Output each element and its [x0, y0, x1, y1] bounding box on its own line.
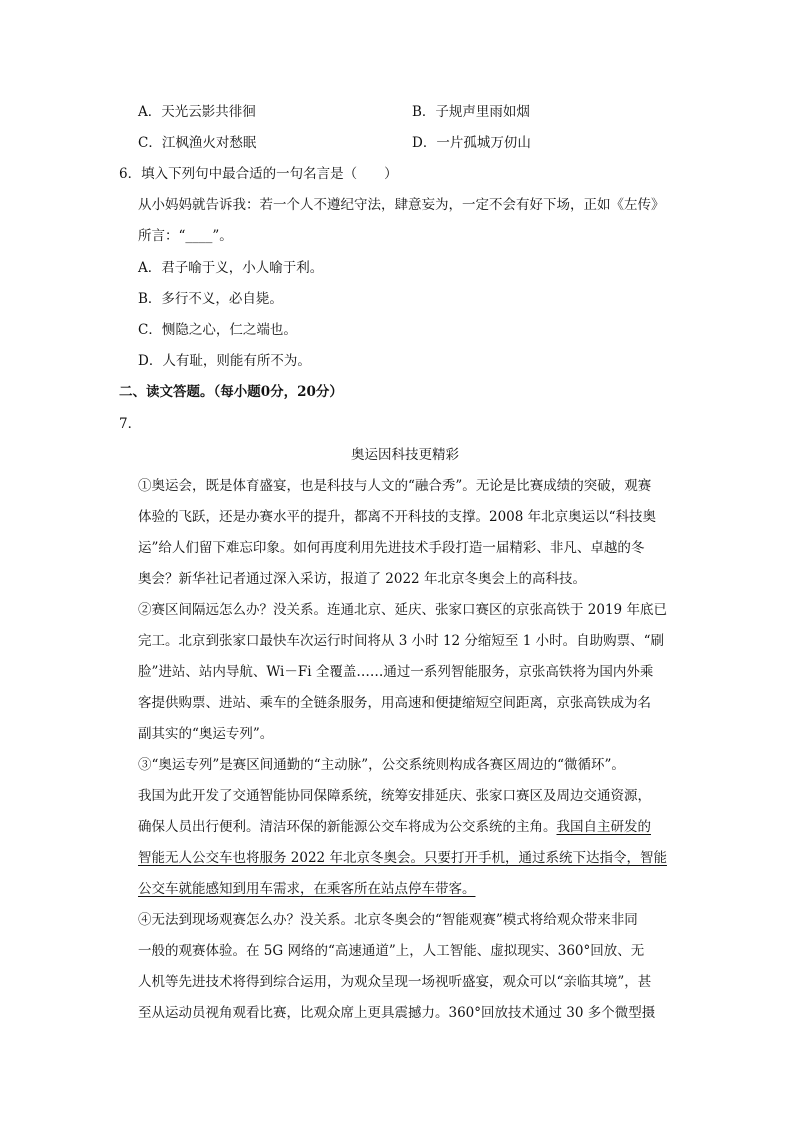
article-line: ②赛区间隔远怎么办？没关系。连通北京、延庆、张家口赛区的京张高铁于 2019 年底已	[138, 602, 667, 618]
article-line: 一般的观赛体验。在 5G 网络的“高速通道”上，人工智能、虚拟现实、360°回放、无	[138, 943, 645, 959]
q6-body-line-1: 从小妈妈就告诉我：若一个人不遵纪守法，肆意妄为，一定不会有好下场，正如《左传》	[138, 197, 665, 213]
q6-option-c: C．恻隐之心，仁之端也。	[138, 322, 297, 338]
q6-stem: 6．填入下列句中最合适的一句名言是（ ）	[119, 166, 398, 182]
q5-option-a: A．天光云影共徘徊	[138, 104, 256, 120]
q6-body-line-2: 所言：“____”。	[138, 228, 233, 244]
q6-option-a: A．君子喻于义，小人喻于利。	[138, 260, 324, 276]
article-line: 至从运动员视角观看比赛，比观众席上更具震撼力。360°回放技术通过 30 多个微型摄	[138, 1005, 656, 1021]
article-line: 完工。北京到张家口最快车次运行时间将从 3 小时 12 分缩短至 1 小时。自助购票、“刷	[138, 633, 665, 649]
q6-option-b: B．多行不义，必自毙。	[138, 291, 283, 307]
q5-option-d: D．一片孤城万仞山	[412, 135, 531, 151]
article-line: ①奥运会，既是体育盛宴，也是科技与人文的“融合秀”。无论是比赛成绩的突破，观赛	[138, 478, 652, 494]
underlined-sentence: 公交车就能感知到用车需求，在乘客所在站点停车带客。	[138, 881, 476, 897]
article-title: 奥运因科技更精彩	[351, 447, 459, 463]
article-line: 我国为此开发了交通智能协同保障系统，统筹安排延庆、张家口赛区及周边交通资源，	[138, 788, 651, 804]
section-heading: 二、读文答题。（每小题0分，20分）	[119, 384, 343, 400]
article-line: ④无法到现场观赛怎么办？没关系。北京冬奥会的“智能观赛”模式将给观众带来非同	[138, 912, 638, 928]
q5-option-b: B．子规声里雨如烟	[412, 104, 530, 120]
article-text: 确保人员出行便利。清洁环保的新能源公交车将成为公交系统的主角。	[138, 819, 557, 835]
question-number: 7．	[119, 416, 142, 432]
article-line: 脸”进站、站内导航、Wi－Fi 全覆盖……通过一系列智能服务，京张高铁将为国内外乘	[138, 664, 654, 680]
underlined-sentence: 智能无人公交车也将服务 2022 年北京冬奥会。只要打开手机，通过系统下达指令，智能	[138, 850, 667, 866]
article-line: 副其实的“奥运专列”。	[138, 726, 274, 742]
article-line	[138, 817, 651, 837]
article-line: 人机等先进技术将得到综合运用，为观众呈现一场视听盛宴，观众可以“亲临其境”，甚	[138, 974, 652, 990]
article-line: ③“奥运专列”是赛区间通勤的“主动脉”，公交系统则构成各赛区周边的“微循环”。	[138, 757, 625, 773]
underlined-sentence: 我国自主研发的	[556, 819, 651, 835]
article-line: 奥会？新华社记者通过深入采访，报道了 2022 年北京冬奥会上的高科技。	[138, 571, 586, 587]
article-line: 体验的飞跃，还是办赛水平的提升，都离不开科技的支撑。2008 年北京奥运以“科技奥	[138, 509, 657, 525]
q5-option-c: C．江枫渔火对愁眠	[138, 135, 257, 151]
article-line: 运”给人们留下难忘印象。如何再度利用先进技术手段打造一届精彩、非凡、卓越的冬	[138, 540, 645, 556]
q6-option-d: D．人有耻，则能有所不为。	[138, 353, 311, 369]
article-line: 客提供购票、进站、乘车的全链条服务，用高速和便捷缩短空间距离，京张高铁成为名	[138, 695, 651, 711]
